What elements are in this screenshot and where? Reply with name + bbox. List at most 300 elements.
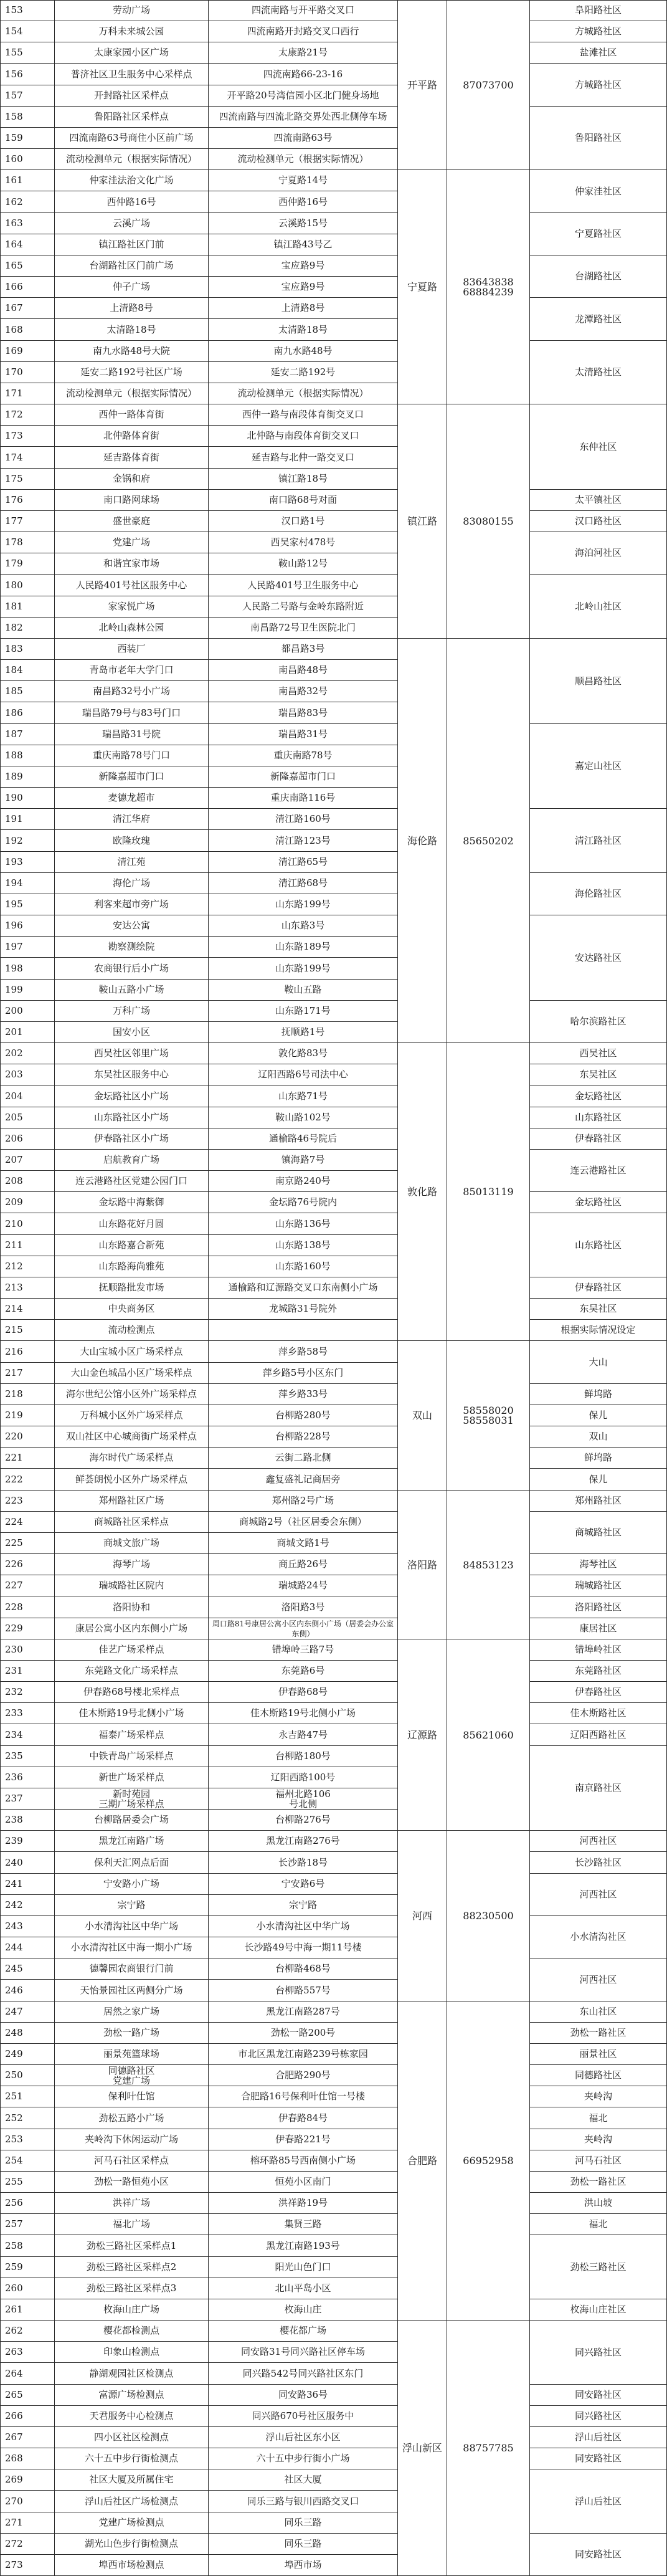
site-name-cell: 六十五中步行街检测点	[55, 2448, 209, 2469]
address-cell: 枚海山庄	[209, 2299, 398, 2321]
address-cell: 鞍山五路	[209, 980, 398, 1001]
index-cell: 193	[0, 852, 55, 873]
address-cell: 伊春路68号	[209, 1682, 398, 1703]
community-cell: 汉口路社区	[530, 511, 667, 532]
index-cell: 207	[0, 1150, 55, 1171]
index-cell: 273	[0, 2555, 55, 2576]
index-cell: 248	[0, 2023, 55, 2044]
site-name-cell: 双山社区中心城商街广场采样点	[55, 1426, 209, 1448]
index-cell: 240	[0, 1852, 55, 1874]
community-cell: 鲜坞路	[530, 1384, 667, 1405]
community-cell: 盐滩社区	[530, 42, 667, 64]
index-cell: 204	[0, 1085, 55, 1107]
community-cell: 海琴社区	[530, 1554, 667, 1575]
address-cell: 云街二路北侧	[209, 1448, 398, 1469]
subdistrict-cell: 浮山新区	[398, 2321, 447, 2576]
site-name-cell: 四小区社区检测点	[55, 2427, 209, 2448]
community-cell: 浮山后社区	[530, 2469, 667, 2534]
index-cell: 194	[0, 873, 55, 894]
address-cell: 黑龙江南路276号	[209, 1831, 398, 1852]
site-name-cell: 瑞城路社区院内	[55, 1575, 209, 1596]
address-cell: 镇江路43号乙	[209, 234, 398, 255]
site-name-cell: 小水清沟社区中华广场	[55, 1916, 209, 1937]
site-name-cell: 连云港路社区党建公园门口	[55, 1171, 209, 1192]
phone-cell: 85621060	[447, 1639, 530, 1831]
address-cell: 山东路199号	[209, 958, 398, 980]
address-cell: 南九水路48号	[209, 341, 398, 362]
address-cell: 同乐三路	[209, 2512, 398, 2534]
address-cell: 太康路21号	[209, 42, 398, 64]
site-name-cell: 金锅和府	[55, 469, 209, 490]
index-cell: 253	[0, 2129, 55, 2150]
site-name-cell: 劳动广场	[55, 0, 209, 21]
site-name-cell: 保利天汇网点后面	[55, 1852, 209, 1874]
community-cell: 宁夏路社区	[530, 213, 667, 255]
site-name-cell: 勘察测绘院	[55, 937, 209, 958]
address-cell: 台柳路228号	[209, 1426, 398, 1448]
address-cell: 敦化路83号	[209, 1043, 398, 1064]
index-cell: 232	[0, 1682, 55, 1703]
index-cell: 157	[0, 85, 55, 107]
address-cell: 鞍山路12号	[209, 553, 398, 575]
community-cell: 大山	[530, 1341, 667, 1384]
site-name-cell: 清江华府	[55, 809, 209, 830]
index-cell: 241	[0, 1874, 55, 1895]
site-name-cell: 海尔时代广场采样点	[55, 1448, 209, 1469]
address-cell: 都昌路3号	[209, 639, 398, 660]
community-cell: 西吴社区	[530, 1043, 667, 1064]
community-cell: 伊春路社区	[530, 1128, 667, 1150]
site-name-cell: 静湖观园社区检测点	[55, 2363, 209, 2385]
index-cell: 155	[0, 42, 55, 64]
community-cell: 劲松一路社区	[530, 2172, 667, 2193]
address-cell: 东莞路6号	[209, 1661, 398, 1682]
index-cell: 265	[0, 2385, 55, 2406]
address-cell: 延吉路与北仲一路交叉口	[209, 447, 398, 469]
index-cell: 222	[0, 1469, 55, 1491]
site-name-cell: 延安二路192号社区广场	[55, 362, 209, 383]
address-cell: 清江路65号	[209, 852, 398, 873]
index-cell: 216	[0, 1341, 55, 1363]
index-cell: 209	[0, 1192, 55, 1213]
community-cell: 河西社区	[530, 1831, 667, 1852]
community-cell: 辽阳西路社区	[530, 1724, 667, 1746]
address-cell: 洪祥路19号	[209, 2193, 398, 2214]
community-cell: 商城路社区	[530, 1512, 667, 1554]
address-cell: 重庆南路78号	[209, 745, 398, 766]
index-cell: 236	[0, 1767, 55, 1788]
address-cell: 鞍山路102号	[209, 1107, 398, 1128]
site-name-cell: 海尔世纪公馆小区外广场采样点	[55, 1384, 209, 1405]
address-cell: 重庆南路116号	[209, 788, 398, 809]
address-cell: 南口路68号对面	[209, 490, 398, 511]
index-cell: 173	[0, 426, 55, 447]
address-cell: 市北区黑龙江南路239号栋家园	[209, 2044, 398, 2065]
community-cell: 东仲社区	[530, 404, 667, 490]
community-cell: 同兴路社区	[530, 2406, 667, 2427]
address-cell: 瑞昌路31号	[209, 724, 398, 745]
site-name-cell: 万科未来城公园	[55, 21, 209, 42]
address-cell: 六十五中步行街小广场	[209, 2448, 398, 2469]
index-cell: 219	[0, 1405, 55, 1426]
address-cell: 鑫复盛礼记商居旁	[209, 1469, 398, 1491]
index-cell: 164	[0, 234, 55, 255]
site-name-cell: 新时苑园 三期广场采样点	[55, 1788, 209, 1810]
site-name-cell: 山东路社区小广场	[55, 1107, 209, 1128]
index-cell: 195	[0, 894, 55, 915]
index-cell: 243	[0, 1916, 55, 1937]
index-cell: 261	[0, 2299, 55, 2321]
index-cell: 183	[0, 639, 55, 660]
address-cell: 浮山后社区东小区	[209, 2427, 398, 2448]
site-name-cell: 商城文旅广场	[55, 1533, 209, 1554]
address-cell: 开平路20号湾信园小区北门健身场地	[209, 85, 398, 107]
site-name-cell: 天怡景园社区两侧分广场	[55, 1980, 209, 2001]
index-cell: 225	[0, 1533, 55, 1554]
index-cell: 178	[0, 532, 55, 553]
site-name-cell: 台柳路居委会广场	[55, 1810, 209, 1831]
phone-cell: 83643838 68884239	[447, 170, 530, 404]
site-name-cell: 党建广场	[55, 532, 209, 553]
site-name-cell: 流动检测点	[55, 1320, 209, 1341]
community-cell: 福北	[530, 2214, 667, 2235]
subdistrict-cell: 宁夏路	[398, 170, 447, 404]
subdistrict-cell: 洛阳路	[398, 1491, 447, 1639]
index-cell: 208	[0, 1171, 55, 1192]
address-cell: 人民路二号路与金岭东路附近	[209, 596, 398, 618]
community-cell: 夹岭沟	[530, 2086, 667, 2107]
index-cell: 259	[0, 2257, 55, 2278]
address-cell: 四流南路66-23-16	[209, 64, 398, 85]
community-cell: 保儿	[530, 1469, 667, 1491]
site-name-cell: 富源广场检测点	[55, 2385, 209, 2406]
site-name-cell: 新隆嘉超市门口	[55, 766, 209, 788]
index-cell: 271	[0, 2512, 55, 2534]
site-name-cell: 康居公寓小区内东侧小广场	[55, 1618, 209, 1639]
address-cell: 小水清沟社区中华广场	[209, 1916, 398, 1937]
community-cell: 顺昌路社区	[530, 639, 667, 724]
site-name-cell: 金坛路中海紫御	[55, 1192, 209, 1213]
community-cell: 仲家洼社区	[530, 170, 667, 213]
index-cell: 260	[0, 2278, 55, 2299]
index-cell: 168	[0, 319, 55, 341]
phone-cell: 85650202	[447, 639, 530, 1043]
site-name-cell: 天君服务中心检测点	[55, 2406, 209, 2427]
site-name-cell: 湖光山色步行街检测点	[55, 2534, 209, 2555]
address-cell: 周口路81号康居公寓小区内东侧小广场（居委会办公室东侧）	[209, 1618, 398, 1639]
community-cell: 伊春路社区	[530, 1682, 667, 1703]
index-cell: 188	[0, 745, 55, 766]
index-cell: 171	[0, 383, 55, 404]
site-name-cell: 夹岭沟下休闲运动广场	[55, 2129, 209, 2150]
community-cell: 郑州路社区	[530, 1491, 667, 1512]
site-name-cell: 宁安路小广场	[55, 1874, 209, 1895]
index-cell: 212	[0, 1256, 55, 1277]
address-cell: 台柳路280号	[209, 1405, 398, 1426]
address-cell: 汉口路1号	[209, 511, 398, 532]
index-cell: 176	[0, 490, 55, 511]
address-cell: 南昌路48号	[209, 660, 398, 681]
site-name-cell: 山东路嘉合新苑	[55, 1235, 209, 1256]
site-name-cell: 流动检测单元（根据实际情况）	[55, 149, 209, 170]
address-cell: 山东路199号	[209, 894, 398, 915]
index-cell: 258	[0, 2235, 55, 2257]
community-cell: 安达路社区	[530, 915, 667, 1001]
address-cell: 四流南路63号	[209, 128, 398, 149]
community-cell: 方城路社区	[530, 21, 667, 42]
site-name-cell: 党建广场检测点	[55, 2512, 209, 2534]
community-cell: 连云港路社区	[530, 1150, 667, 1192]
index-cell: 230	[0, 1639, 55, 1661]
subdistrict-cell: 敦化路	[398, 1043, 447, 1341]
address-cell: 同兴路670号社区服务中	[209, 2406, 398, 2427]
site-name-cell: 洛阳协和	[55, 1596, 209, 1618]
address-cell: 四流南路与开平路交叉口	[209, 0, 398, 21]
community-cell: 太清路社区	[530, 341, 667, 404]
index-cell: 227	[0, 1575, 55, 1596]
site-name-cell: 利客来超市旁广场	[55, 894, 209, 915]
index-cell: 184	[0, 660, 55, 681]
site-name-cell: 枚海山庄广场	[55, 2299, 209, 2321]
index-cell: 156	[0, 64, 55, 85]
site-name-cell: 保利叶仕馆	[55, 2086, 209, 2107]
site-name-cell: 人民路401号社区服务中心	[55, 575, 209, 596]
address-cell: 上清路8号	[209, 298, 398, 319]
address-cell: 劲松一路200号	[209, 2023, 398, 2044]
site-name-cell: 居然之家广场	[55, 2001, 209, 2023]
address-cell: 阳光山色门口	[209, 2257, 398, 2278]
address-cell: 清江路68号	[209, 873, 398, 894]
index-cell: 215	[0, 1320, 55, 1341]
community-cell: 北岭山社区	[530, 575, 667, 639]
index-cell: 247	[0, 2001, 55, 2023]
address-cell: 合肥路16号保利叶仕馆一号楼	[209, 2086, 398, 2107]
index-cell: 272	[0, 2534, 55, 2555]
site-name-cell: 南口路网球场	[55, 490, 209, 511]
community-cell: 枚海山庄社区	[530, 2299, 667, 2321]
index-cell: 202	[0, 1043, 55, 1064]
site-name-cell: 鞍山五路小广场	[55, 980, 209, 1001]
index-cell: 229	[0, 1618, 55, 1639]
site-name-cell: 开封路社区采样点	[55, 85, 209, 107]
site-name-cell: 东吴社区服务中心	[55, 1064, 209, 1085]
community-cell: 东吴社区	[530, 1299, 667, 1320]
index-cell: 189	[0, 766, 55, 788]
community-cell: 劲松三路社区	[530, 2235, 667, 2299]
community-cell: 东莞路社区	[530, 1661, 667, 1682]
address-cell: 西仲一路与南段体育街交叉口	[209, 404, 398, 426]
community-cell: 同德路社区	[530, 2065, 667, 2086]
address-cell: 台柳路557号	[209, 1980, 398, 2001]
site-name-cell: 福北广场	[55, 2214, 209, 2235]
index-cell: 185	[0, 681, 55, 702]
site-name-cell: 国安小区	[55, 1022, 209, 1043]
address-cell: 通榆路和辽源路交叉口东南侧小广场	[209, 1277, 398, 1299]
index-cell: 242	[0, 1895, 55, 1916]
address-cell: 流动检测单元（根据实际情况）	[209, 149, 398, 170]
index-cell: 249	[0, 2044, 55, 2065]
site-name-cell: 盛世豪庭	[55, 511, 209, 532]
site-name-cell: 社区大厦及所属住宅	[55, 2469, 209, 2491]
site-name-cell: 劲松三路社区采样点3	[55, 2278, 209, 2299]
index-cell: 267	[0, 2427, 55, 2448]
subdistrict-cell: 镇江路	[398, 404, 447, 639]
community-cell: 福北	[530, 2107, 667, 2129]
address-cell: 长沙路49号中海一期11号楼	[209, 1937, 398, 1958]
index-cell: 244	[0, 1937, 55, 1958]
site-name-cell: 佳木斯路19号北侧小广场	[55, 1703, 209, 1724]
index-cell: 250	[0, 2065, 55, 2086]
site-name-cell: 北岭山森林公园	[55, 618, 209, 639]
index-cell: 223	[0, 1491, 55, 1512]
address-cell: 长沙路18号	[209, 1852, 398, 1874]
index-cell: 161	[0, 170, 55, 191]
address-cell: 榕环路85号西南侧小广场	[209, 2150, 398, 2172]
address-cell: 埠西市场	[209, 2555, 398, 2576]
index-cell: 246	[0, 1980, 55, 2001]
site-name-cell: 丽景苑篮球场	[55, 2044, 209, 2065]
community-cell: 鲁阳路社区	[530, 107, 667, 170]
address-cell: 永吉路47号	[209, 1724, 398, 1746]
site-name-cell: 郑州路社区广场	[55, 1491, 209, 1512]
community-cell: 山东路社区	[530, 1213, 667, 1277]
address-cell: 同乐三路	[209, 2534, 398, 2555]
subdistrict-cell: 河西	[398, 1831, 447, 2001]
community-cell: 同兴路社区	[530, 2321, 667, 2385]
index-cell: 177	[0, 511, 55, 532]
address-cell: 同乐三路与银川西路交叉口	[209, 2491, 398, 2512]
address-cell: 集贤三路	[209, 2214, 398, 2235]
index-cell: 268	[0, 2448, 55, 2469]
community-cell: 清江路社区	[530, 809, 667, 873]
site-name-cell: 伊春路68号楼北采样点	[55, 1682, 209, 1703]
site-name-cell: 西吴社区邻里广场	[55, 1043, 209, 1064]
site-name-cell: 中央商务区	[55, 1299, 209, 1320]
site-name-cell: 普济社区卫生服务中心采样点	[55, 64, 209, 85]
index-cell: 179	[0, 553, 55, 575]
index-cell: 213	[0, 1277, 55, 1299]
community-cell: 阜阳路社区	[530, 0, 667, 21]
address-cell: 伊春路221号	[209, 2129, 398, 2150]
address-cell: 清江路160号	[209, 809, 398, 830]
address-cell: 台柳路180号	[209, 1746, 398, 1767]
address-cell: 福州北路106 号北侧	[209, 1788, 398, 1810]
subdistrict-cell: 辽源路	[398, 1639, 447, 1831]
community-cell: 嘉定山社区	[530, 724, 667, 809]
site-name-cell: 南昌路32号小广场	[55, 681, 209, 702]
address-cell: 新隆嘉超市门口	[209, 766, 398, 788]
index-cell: 266	[0, 2406, 55, 2427]
phone-cell: 88757785	[447, 2321, 530, 2576]
address-cell: 黑龙江南路287号	[209, 2001, 398, 2023]
index-cell: 239	[0, 1831, 55, 1852]
index-cell: 190	[0, 788, 55, 809]
site-name-cell: 大山宝城小区广场采样点	[55, 1341, 209, 1363]
community-cell: 伊春路社区	[530, 1277, 667, 1299]
community-cell: 洪山坡	[530, 2193, 667, 2214]
address-cell: 商城路2号（社区居委会东侧）	[209, 1512, 398, 1533]
index-cell: 228	[0, 1596, 55, 1618]
community-cell: 东山社区	[530, 2001, 667, 2023]
address-cell: 抚顺路1号	[209, 1022, 398, 1043]
site-name-cell: 农商银行后小广场	[55, 958, 209, 980]
site-name-cell: 太康家园小区广场	[55, 42, 209, 64]
site-name-cell: 山东路花好月圆	[55, 1213, 209, 1235]
site-name-cell: 延吉路体育街	[55, 447, 209, 469]
index-cell: 252	[0, 2107, 55, 2129]
community-cell: 错埠岭社区	[530, 1639, 667, 1661]
index-cell: 235	[0, 1746, 55, 1767]
index-cell: 217	[0, 1363, 55, 1384]
address-cell: 郑州路2号广场	[209, 1491, 398, 1512]
index-cell: 206	[0, 1128, 55, 1150]
address-cell: 同兴路542号同兴路社区东门	[209, 2363, 398, 2385]
index-cell: 191	[0, 809, 55, 830]
site-name-cell: 东莞路文化广场采样点	[55, 1661, 209, 1682]
index-cell: 264	[0, 2363, 55, 2385]
site-name-cell: 太清路18号	[55, 319, 209, 341]
address-cell: 瑞城路24号	[209, 1575, 398, 1596]
community-cell: 小水清沟社区	[530, 1916, 667, 1958]
community-cell: 海泊河社区	[530, 532, 667, 575]
address-cell: 北仲路与南段体育街交叉口	[209, 426, 398, 447]
community-cell: 哈尔滨路社区	[530, 1001, 667, 1043]
address-cell: 萍乡路33号	[209, 1384, 398, 1405]
site-name-cell: 四流南路63号商住小区前广场	[55, 128, 209, 149]
index-cell: 180	[0, 575, 55, 596]
address-cell: 四流南路开封路交叉口西行	[209, 21, 398, 42]
address-cell: 错埠岭三路7号	[209, 1639, 398, 1661]
site-name-cell: 河马石社区采样点	[55, 2150, 209, 2172]
site-name-cell: 劲松一路广场	[55, 2023, 209, 2044]
site-name-cell: 南九水路48号大院	[55, 341, 209, 362]
address-cell: 流动检测单元（根据实际情况）	[209, 383, 398, 404]
index-cell: 201	[0, 1022, 55, 1043]
site-name-cell: 万科城小区外广场采样点	[55, 1405, 209, 1426]
site-name-cell: 青岛市老年大学门口	[55, 660, 209, 681]
site-name-cell: 伊春路社区小广场	[55, 1128, 209, 1150]
index-cell: 160	[0, 149, 55, 170]
site-name-cell: 山东路海尚雅苑	[55, 1256, 209, 1277]
community-cell: 金坛路社区	[530, 1192, 667, 1213]
phone-cell: 87073700	[447, 0, 530, 170]
address-cell: 南昌路32号	[209, 681, 398, 702]
community-cell: 太平镇社区	[530, 490, 667, 511]
address-cell: 云溪路15号	[209, 213, 398, 234]
index-cell: 254	[0, 2150, 55, 2172]
community-cell: 浮山后社区	[530, 2427, 667, 2448]
community-cell: 劲松一路社区	[530, 2023, 667, 2044]
address-cell: 南昌路72号卫生医院北门	[209, 618, 398, 639]
address-cell: 辽阳西路100号	[209, 1767, 398, 1788]
address-cell: 同安路31号同兴路社区停车场	[209, 2342, 398, 2363]
address-cell: 宗宁路	[209, 1895, 398, 1916]
site-name-cell: 海琴广场	[55, 1554, 209, 1575]
index-cell: 257	[0, 2214, 55, 2235]
site-name-cell: 麦德龙超市	[55, 788, 209, 809]
index-cell: 214	[0, 1299, 55, 1320]
index-cell: 255	[0, 2172, 55, 2193]
community-cell: 同安路社区	[530, 2385, 667, 2406]
site-name-cell: 仲家洼法治文化广场	[55, 170, 209, 191]
site-name-cell: 宗宁路	[55, 1895, 209, 1916]
index-cell: 196	[0, 915, 55, 937]
site-name-cell: 中铁青岛广场采样点	[55, 1746, 209, 1767]
address-cell: 商城文路1号	[209, 1533, 398, 1554]
community-cell: 鲜坞路	[530, 1448, 667, 1469]
site-name-cell: 瑞昌路79号与83号门口	[55, 702, 209, 724]
community-cell: 东吴社区	[530, 1064, 667, 1085]
